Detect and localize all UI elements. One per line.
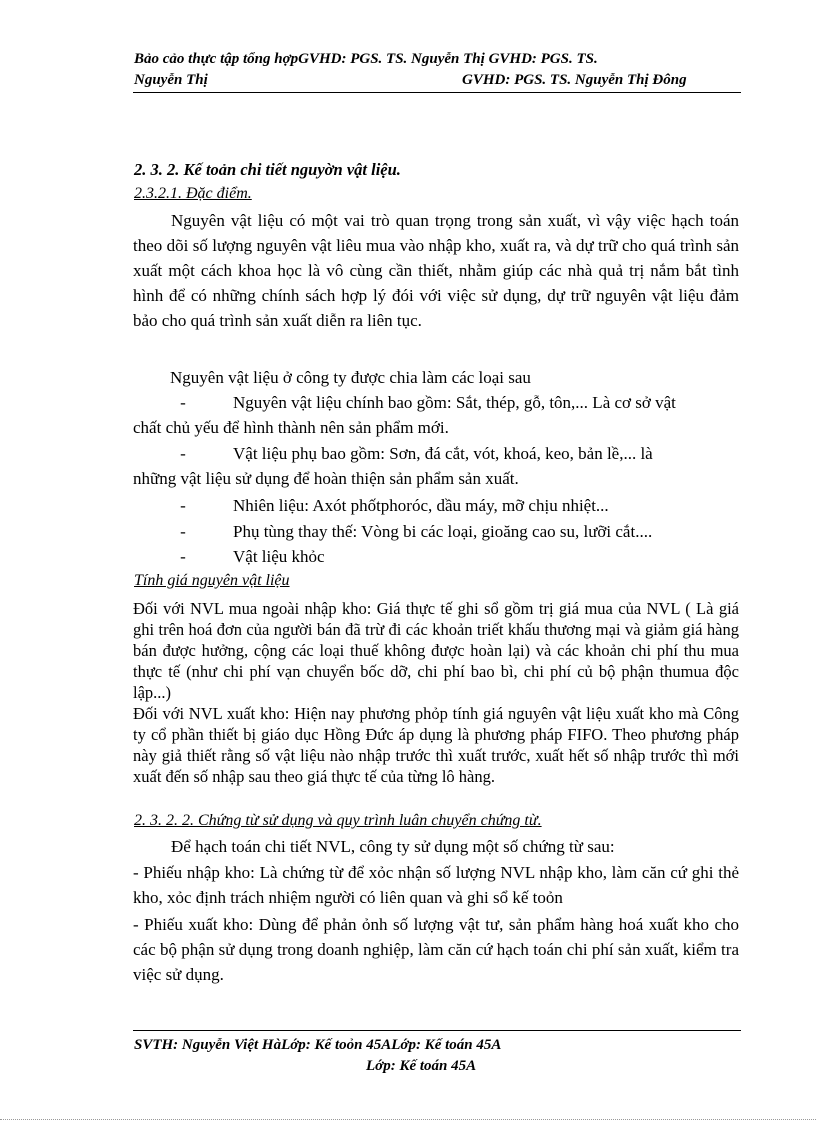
paragraph-classification: Nguyên vật liệu ở công ty được chia làm các loại sau <box>170 368 531 387</box>
bullet-dash: - <box>180 522 186 541</box>
page-bottom-dotted-line <box>0 1119 816 1120</box>
paragraph-issue-note: - Phiếu xuất kho: Dùng để phản ỏnh số lượng vật tư, sản phẩm hàng hoá xuất kho cho các bộ phận sử dụng trong doanh nghiệp, làm căn cứ hạch toán chi phí sản xuất, kiểm tra việc sử dụng. <box>133 915 739 984</box>
bullet-spare-parts: - Phụ tùng thay thế: Vòng bi các loại, gioăng cao su, lưỡi cắt.... <box>133 519 739 544</box>
section-title: 2. 3. 2. Kế toản chi tiết nguyờn vật liệu. <box>134 160 401 179</box>
paragraph-export-pricing: Đối với NVL xuất kho: Hiện nay phương phỏp tính giá nguyên vật liệu xuất kho mà Công ty cổ phần thiết bị giáo dục Hồng Đức áp dụng là phương pháp FIFO. Theo phương pháp này giả thiết rằng số vật liệu nào nhập trước thì xuất trước, xuất hết số nhập trước thì mới xuất đến số nhập sau theo giá thực tế của từng lô hàng. <box>133 704 739 786</box>
paragraph-characteristics: Nguyên vật liệu có một vai trò quan trọng trong sản xuất, vì vậy việc hạch toán theo dõi số lượng nguyên vật liêu mua vào nhập kho, xuất ra, và dự trữ cho quá trình sản xuất một cách khoa học là vô cùng cần thiết, nhằm giúp các nhà quả trị nắm bắt tình hình để có những chính sách hợp lý đói với việc sử dụng, dự trữ nguyên vật liệu đảm bảo cho quá trình sản xuất diễn ra liên tục. <box>133 211 739 330</box>
subsection-title-2: 2. 3. 2. 2. Chứng từ sử dụng và quy trình luân chuyển chứng từ. <box>134 812 542 829</box>
subsection-pricing: Tính giá nguyên vật liệu <box>134 572 290 589</box>
paragraph-purchase-pricing: Đối với NVL mua ngoài nhập kho: Giá thực tế ghi sổ gồm trị giá mua của NVL ( Là giá ghi trên hoá đơn của người bán đã trừ đi các khoản triết khấu thương mại và giảm giá hàng bán được hưởng, cộng các loại thuế không được hoàn lại) và các khoản chi phí thu mua thực tế (như chi phí vạn chuyển bốc dỡ, chi phí bao bì, chi phí củ bộ phận thumua độc lập...) <box>133 599 739 702</box>
header-rule <box>133 92 741 93</box>
bullet-aux-materials: - Vật liệu phụ bao gồm: Sơn, đá cắt, vót, khoá, keo, bản lề,... là <box>133 441 739 466</box>
paragraph-documents-intro: Để hạch toán chi tiết NVL, công ty sử dụng một số chứng từ sau: <box>171 837 615 856</box>
footer-line-1: SVTH: Nguyễn Việt HàLớp: Kế toỏn 45ALớp: Kế toán 45A <box>134 1037 502 1053</box>
subsection-title-1: 2.3.2.1. Đặc điểm. <box>134 185 252 202</box>
bullet-fuel: - Nhiên liệu: Axót phốtphoróc, dầu máy, mỡ chịu nhiệt... <box>133 493 739 518</box>
bullet-aux-materials-cont: những vật liệu sử dụng để hoàn thiện sản phẩm sản xuất. <box>133 469 519 488</box>
bullet-dash: - <box>180 393 186 412</box>
bullet-dash: - <box>180 547 186 566</box>
bullet-other: - Vật liệu khỏc <box>133 544 739 569</box>
bullet-main-materials-cont: chất chủ yếu để hình thành nên sản phẩm mới. <box>133 418 449 437</box>
bullet-dash: - <box>180 444 186 463</box>
header-line-1: Bảo cảo thực tập tổng hợpGVHD: PGS. TS. Nguyễn Thị GVHD: PGS. TS. <box>134 51 598 67</box>
header-line-2-left: Nguyễn Thị <box>134 72 208 88</box>
bullet-dash: - <box>180 496 186 515</box>
footer-rule <box>133 1030 741 1031</box>
paragraph-receipt-note: - Phiếu nhập kho: Là chứng từ để xỏc nhận số lượng NVL nhập kho, làm căn cứ ghi thẻ kho, xỏc định trách nhiệm người có liên quan và ghi sổ kế toỏn <box>133 863 739 907</box>
header-line-2-right: GVHD: PGS. TS. Nguyễn Thị Đông <box>462 72 687 88</box>
bullet-main-materials: - Nguyên vật liệu chính bao gồm: Sắt, thép, gỗ, tôn,... Là cơ sở vật <box>133 390 739 415</box>
footer-line-2: Lớp: Kế toán 45A <box>366 1058 477 1074</box>
